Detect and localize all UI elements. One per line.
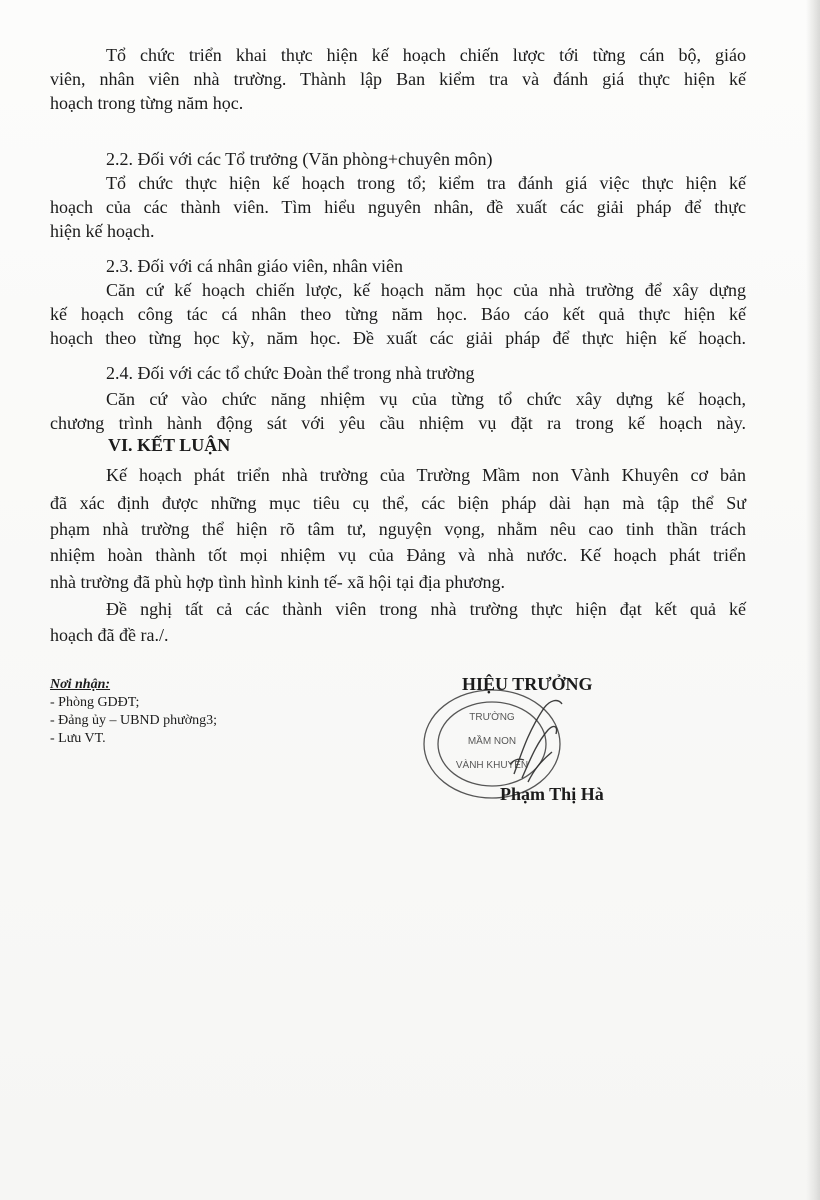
signer-title: HIỆU TRƯỞNG bbox=[462, 674, 593, 694]
recipient-item: - Đảng ủy – UBND phường3; bbox=[50, 713, 218, 728]
body-line: hoạch đã đề ra./. bbox=[50, 625, 169, 645]
body-line: hoạch theo từng học kỳ, năm học. Đề xuất các giải pháp để thực hiện kế hoạch. bbox=[50, 328, 746, 348]
stamp-text: VÀNH KHUYÊN bbox=[455, 760, 529, 771]
body-text bbox=[50, 44, 746, 644]
signature-block bbox=[410, 672, 630, 822]
body-line: nhà trường đã phù hợp tình hình kinh tế- xã hội tại địa phương. bbox=[50, 572, 506, 592]
recipients-block bbox=[50, 676, 350, 748]
body-line: chương trình hành động sát với yêu cầu nhiệm vụ đặt ra trong kế hoạch này. bbox=[50, 413, 746, 433]
body-line: Căn cứ kế hoạch chiến lược, kế hoạch năm học của nhà trường để xây dựng bbox=[106, 280, 746, 300]
body-line: đã xác định được những mục tiêu cụ thể, các biện pháp dài hạn mà tập thể Sư bbox=[50, 493, 746, 513]
body-line: phạm nhà trường thể hiện rõ tâm tư, nguyện vọng, nhằm nêu cao tinh thần trách bbox=[50, 519, 746, 539]
body-line: kế hoạch công tác cá nhân theo từng năm học. Báo cáo kết quả thực hiện kế bbox=[50, 304, 746, 324]
signer-name: Phạm Thị Hà bbox=[500, 784, 604, 804]
section-heading-2-4: 2.4. Đối với các tổ chức Đoàn thể trong nhà trường bbox=[106, 363, 475, 383]
recipient-item: - Phòng GDĐT; bbox=[50, 695, 140, 710]
body-line: hoạch của các thành viên. Tìm hiểu nguyên nhân, đề xuất các giải pháp để thực bbox=[50, 197, 746, 217]
body-line: Tổ chức thực hiện kế hoạch trong tổ; kiểm tra đánh giá việc thực hiện kế bbox=[106, 173, 746, 193]
stamp-text: TRƯỜNG bbox=[469, 712, 515, 723]
body-line: Tổ chức triển khai thực hiện kế hoạch chiến lược tới từng cán bộ, giáo bbox=[106, 45, 746, 65]
page-edge-shadow bbox=[806, 0, 820, 1200]
body-line: Đề nghị tất cả các thành viên trong nhà trường thực hiện đạt kết quả kế bbox=[106, 599, 746, 619]
section-heading-conclusion: VI. KẾT LUẬN bbox=[108, 435, 231, 455]
recipients-title: Nơi nhận: bbox=[50, 677, 111, 692]
body-line: nhiệm hoàn thành tốt mọi nhiệm vụ của Đảng và nhà nước. Kế hoạch phát triển bbox=[50, 545, 746, 565]
stamp-text: MẦM NON bbox=[467, 736, 517, 747]
body-line: hoạch trong từng năm học. bbox=[50, 93, 244, 113]
body-line: Căn cứ vào chức năng nhiệm vụ của từng tổ chức xây dựng kế hoạch, bbox=[106, 389, 746, 409]
section-heading-2-2: 2.2. Đối với các Tổ trưởng (Văn phòng+chuyên môn) bbox=[106, 149, 493, 169]
body-line: hiện kế hoạch. bbox=[50, 221, 155, 241]
body-line: Kế hoạch phát triển nhà trường của Trường Mầm non Vành Khuyên cơ bản bbox=[106, 465, 746, 485]
section-heading-2-3: 2.3. Đối với cá nhân giáo viên, nhân viên bbox=[106, 256, 403, 276]
recipient-item: - Lưu VT. bbox=[50, 731, 106, 746]
body-line: viên, nhân viên nhà trường. Thành lập Ban kiểm tra và đánh giá thực hiện kế bbox=[50, 69, 746, 89]
